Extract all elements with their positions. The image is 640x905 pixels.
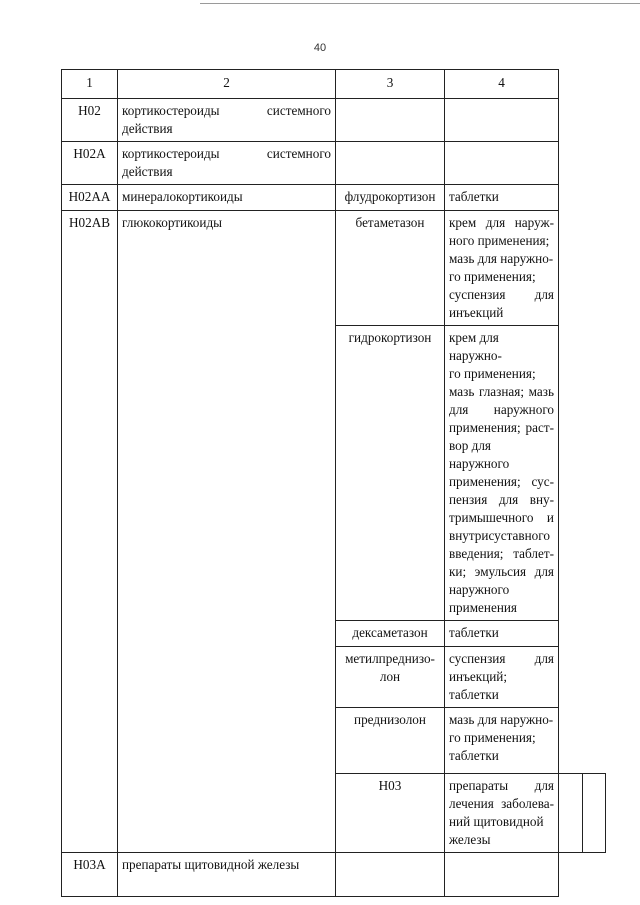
header-col-4: 4: [445, 70, 559, 99]
header-col-1: 1: [62, 70, 118, 99]
group-name: кортикостероиды системного действия: [118, 142, 336, 185]
atc-code: H02AA: [62, 185, 118, 211]
top-rule: [200, 3, 640, 4]
table-row: [62, 142, 606, 185]
drug-name: метилпреднизо- лон: [336, 647, 445, 708]
dosage-form: таблетки: [445, 621, 559, 647]
dosage-form: [582, 774, 606, 853]
group-name: препараты для лечения заболева- ний щитовидной железы: [445, 774, 559, 853]
table-row: [62, 853, 606, 897]
drug-name: [336, 853, 445, 897]
drug-name: [336, 142, 445, 185]
dosage-form: суспензия для инъекций; таблетки: [445, 647, 559, 708]
atc-code: H02AB: [62, 211, 118, 853]
drug-name: преднизолон: [336, 708, 445, 774]
group-name: минералокортикоиды: [118, 185, 336, 211]
page-number: 40: [313, 42, 327, 54]
drug-table: [61, 69, 606, 897]
drug-name: бетаметазон: [336, 211, 445, 326]
drug-name: дексаметазон: [336, 621, 445, 647]
atc-code: H02: [62, 99, 118, 142]
drug-name: гидрокортизон: [336, 326, 445, 621]
dosage-form: крем для наруж- ного применения; мазь для наружно- го применения; суспензия для инъекций: [445, 211, 559, 326]
atc-code: H02A: [62, 142, 118, 185]
atc-code: H03A: [62, 853, 118, 897]
drug-name: [336, 99, 445, 142]
dosage-form: [445, 853, 559, 897]
dosage-form: [445, 99, 559, 142]
atc-code: H03: [336, 774, 445, 853]
group-name: препараты щитовидной железы: [118, 853, 336, 897]
group-name: кортикостероиды системного действия: [118, 99, 336, 142]
header-col-2: 2: [118, 70, 336, 99]
dosage-form: мазь для наружно- го применения; таблетки: [445, 708, 559, 774]
drug-name: [559, 774, 583, 853]
header-row: [62, 70, 606, 99]
table-row: [62, 211, 606, 326]
dosage-form: [445, 142, 559, 185]
drug-name: флудрокортизон: [336, 185, 445, 211]
table-row: [62, 99, 606, 142]
group-name: глюкокортикоиды: [118, 211, 336, 853]
dosage-form: таблетки: [445, 185, 559, 211]
header-col-3: 3: [336, 70, 445, 99]
dosage-form: крем для наружно- го применения; мазь глазная; мазь для наружного применения; раст- вор для наружного применения; сус- пензия для вну- тримышечного и внутрисуставного введения; таблет- ки; эмульсия для наружного применения: [445, 326, 559, 621]
table-row: [62, 185, 606, 211]
